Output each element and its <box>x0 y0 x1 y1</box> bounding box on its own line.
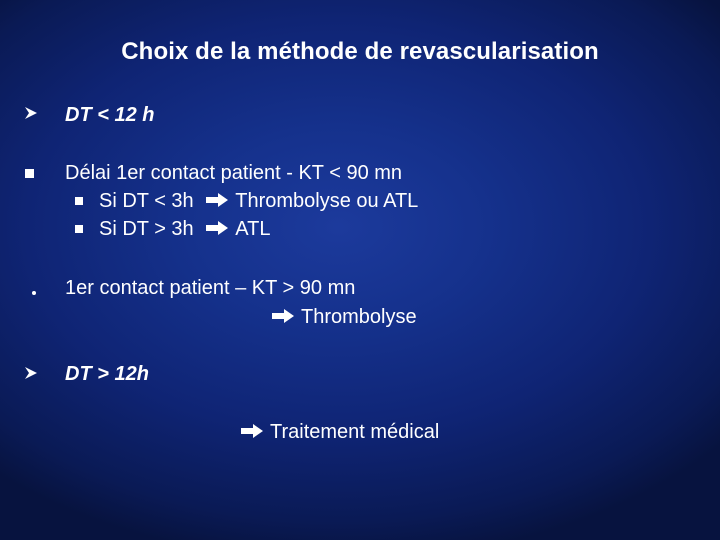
square-bullet-icon <box>75 225 83 233</box>
item-kt-gt-90: 1er contact patient – KT > 90 mn <box>65 277 356 299</box>
right-arrow-icon <box>205 220 229 236</box>
dot-bullet-icon <box>32 291 36 295</box>
right-arrow-icon <box>240 423 264 439</box>
item-dt-gt-12-result <box>240 420 439 444</box>
slide-title: Choix de la méthode de revascularisation <box>121 38 599 65</box>
right-arrow-icon <box>271 308 295 324</box>
sub-item-gt-3h <box>99 217 270 241</box>
sub-item-gt-3h-condition: Si DT > 3h <box>99 218 194 240</box>
square-bullet-icon <box>75 197 83 205</box>
square-bullet-icon <box>25 169 34 178</box>
item-dt-gt-12-result-text: Traitement médical <box>270 421 440 443</box>
sub-item-gt-3h-result: ATL <box>235 218 271 240</box>
item-delai-kt-lt-90: Délai 1er contact patient - KT < 90 mn <box>65 162 403 184</box>
arrowhead-bullet-icon <box>24 364 38 388</box>
item-dt-gt-12: DT > 12h <box>65 363 149 385</box>
item-kt-gt-90-result <box>271 305 417 329</box>
item-kt-gt-90-result-text: Thrombolyse <box>301 306 417 328</box>
item-dt-lt-12: DT < 12 h <box>65 104 155 126</box>
sub-item-lt-3h-condition: Si DT < 3h <box>99 190 194 212</box>
sub-item-lt-3h <box>99 189 418 213</box>
sub-item-lt-3h-result: Thrombolyse ou ATL <box>235 190 419 212</box>
arrowhead-bullet-icon <box>24 104 38 128</box>
right-arrow-icon <box>205 192 229 208</box>
